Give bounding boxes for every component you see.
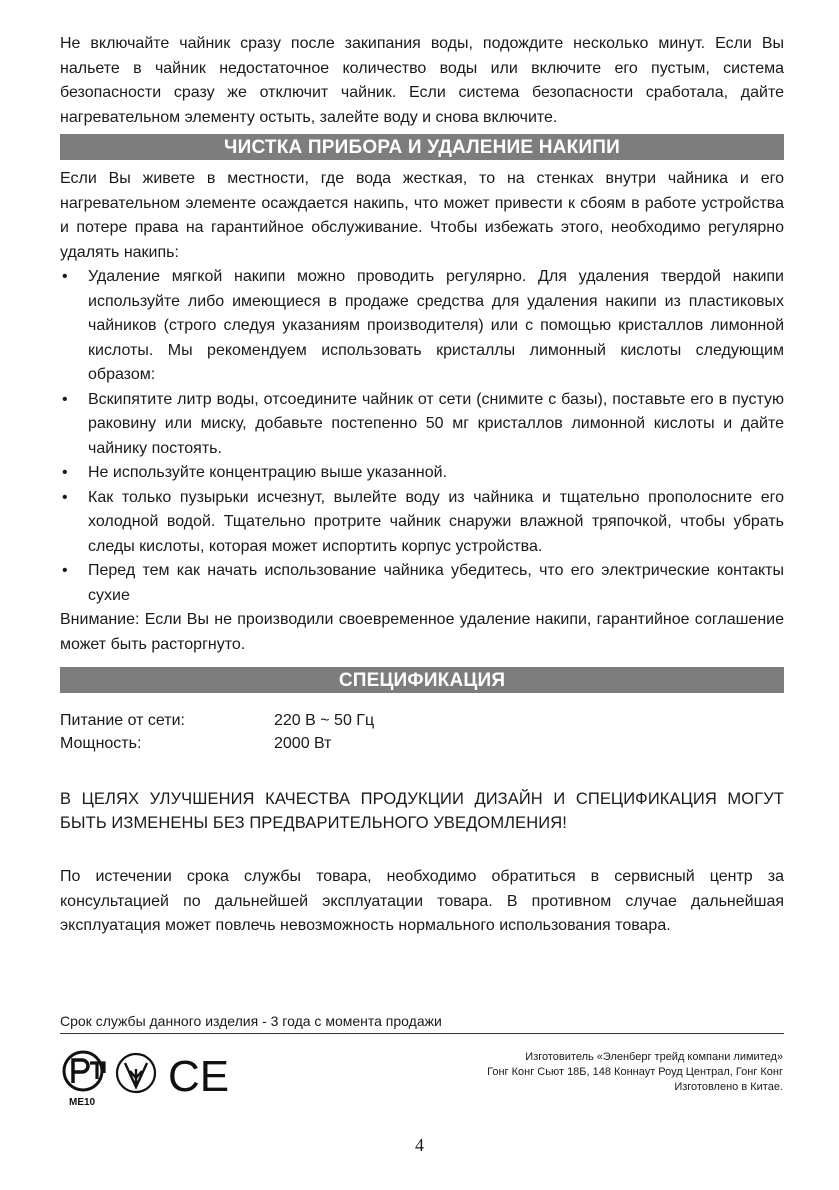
svg-text:CE: CE [168, 1052, 230, 1101]
list-item: • Не используйте концентрацию выше указанной. [62, 464, 448, 481]
list-item: • Перед тем как начать использование чайника убедитесь, что его электрические контакты сухие [62, 562, 784, 604]
list-item: • Удаление мягкой накипи можно проводить регулярно. Для удаления твердой накипи используйте либо имеющиеся в продаже средства для удаления накипи из пластиковых чайников (строго следуя указаниям производителя) или с помощью кристаллов лимонной кислоты. Мы рекомендуем использовать кристаллы лимонный кислоты следующим образом: [62, 268, 784, 383]
footer-divider [60, 1033, 784, 1034]
cert-code: МЕ10 [69, 1097, 96, 1107]
manufacturer-info [487, 1050, 783, 1095]
page-content [60, 32, 784, 939]
spec-value: 2000 Вт [274, 735, 332, 752]
service-life-paragraph: По истечении срока службы товара, необходимо обратиться в сервисный центр за консультацией по дальнейшей эксплуатации товара. В противном случае дальнейшая эксплуатация может повлечь невозможность нормального использования товара. [60, 868, 784, 934]
certification-logos [60, 1047, 260, 1107]
spec-label: Питание от сети: [60, 712, 185, 729]
spec-label: Мощность: [60, 735, 142, 752]
rst-certification-icon [64, 1052, 104, 1107]
warning-paragraph: Внимание: Если Вы не производили своевременное удаление накипи, гарантийное соглашение может быть расторгнуто. [60, 611, 784, 653]
manufacturer-line: Изготовитель «Эленберг трейд компани лимитед» [525, 1051, 783, 1063]
list-item: • Как только пузырьки исчезнут, вылейте воду из чайника и тщательно прополосните его холодной водой. Тщательно протрите чайник снаружи влажной тряпочкой, чтобы убрать следы кислоты, которая может испортить корпус устройства. [62, 488, 784, 555]
manufacturer-line: Изготовлено в Китае. [674, 1081, 783, 1093]
list-item: • Вскипятите литр воды, отсоедините чайник от сети (снимите с базы), поставьте его в пустую раковину или миску, добавьте постепенно 50 мг кристаллов лимонной кислоты и дайте чайнику постоять. [62, 390, 784, 457]
spec-heading: СПЕЦИФИКАЦИЯ [60, 667, 784, 693]
cleaning-heading: ЧИСТКА ПРИБОРА И УДАЛЕНИЕ НАКИПИ [60, 134, 784, 160]
service-life-note: Срок службы данного изделия - 3 года с момента продажи [60, 1013, 442, 1029]
manufacturer-line: Гонг Конг Сьют 18Б, 148 Коннаут Роуд Централ, Гонг Конг [487, 1066, 783, 1078]
spec-row [60, 709, 784, 732]
spec-value: 220 В ~ 50 Гц [274, 712, 375, 729]
ce-mark-icon [168, 1052, 229, 1101]
cleaning-paragraph: Если Вы живете в местности, где вода жесткая, то на стенках внутри чайника и его нагревательном элементе осаждается накипь, что может привести к сбоям в работе устройства и потере права на гарантийное обслуживание. Чтобы избежать этого, необходимо регулярно удалять накипь: [60, 170, 784, 261]
ukrsepro-icon [117, 1054, 155, 1092]
cleaning-bullet-list [60, 265, 784, 608]
design-change-notice: В ЦЕЛЯХ УЛУЧШЕНИЯ КАЧЕСТВА ПРОДУКЦИИ ДИЗАЙН И СПЕЦИФИКАЦИЯ МОГУТ БЫТЬ ИЗМЕНЕНЫ БЕЗ ПРЕДВАРИТЕЛЬНОГО УВЕДОМЛЕНИЯ! [60, 790, 784, 832]
spec-row [60, 732, 784, 755]
intro-paragraph: Не включайте чайник сразу после закипания воды, подождите несколько минут. Если Вы нальете в чайник недостаточное количество воды или включите его пустым, система безопасности сразу же отключит чайник. Если система безопасности сработала, дайте нагревательном элементу остыть, залейте воду и снова включите. [60, 35, 784, 126]
page-number: 4 [415, 1135, 424, 1155]
